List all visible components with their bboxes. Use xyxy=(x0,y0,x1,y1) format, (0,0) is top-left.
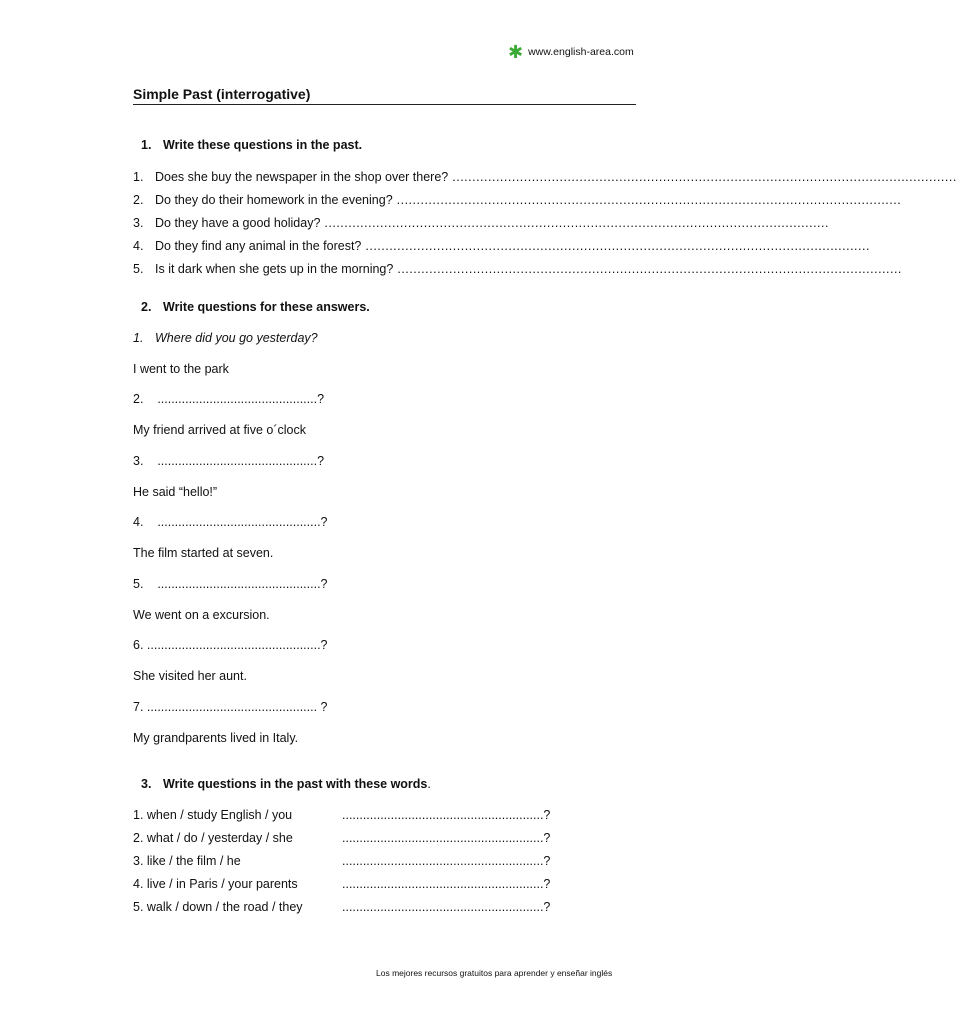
question-blank: 2. ..............................................? xyxy=(133,392,325,406)
asterisk-icon: ✱ xyxy=(508,42,524,62)
section-1-heading: 1. Write these questions in the past. xyxy=(141,138,363,152)
section-3-item: 3. like / the film / he ..........................................................? xyxy=(133,854,551,868)
section-1-item: 5. Is it dark when she gets up in the morning? ............................................................................................................................... xyxy=(133,262,902,276)
footer-tagline: Los mejores recursos gratuitos para aprender y enseñar inglés xyxy=(376,968,613,978)
section-1-item: 4. Do they find any animal in the forest? ............................................................................................................................... xyxy=(133,239,870,253)
section-1-item: 3. Do they have a good holiday? ............................................................................................................................... xyxy=(133,216,829,230)
answer-text: The film started at seven. xyxy=(133,546,274,560)
section-3-item: 1. when / study English / you ..........................................................? xyxy=(133,808,551,822)
site-brand xyxy=(508,43,634,61)
section-3-item: 4. live / in Paris / your parents ..........................................................? xyxy=(133,877,551,891)
question-blank: 7. ................................................. ? xyxy=(133,700,328,714)
answer-text: We went on a excursion. xyxy=(133,608,270,622)
answer-text: My grandparents lived in Italy. xyxy=(133,731,299,745)
site-url[interactable]: www.english-area.com xyxy=(528,46,634,58)
answer-text: He said “hello!” xyxy=(133,485,218,499)
section-1-item: 2. Do they do their homework in the evening? ............................................................................................................................... xyxy=(133,193,902,207)
question-blank: 3. ..............................................? xyxy=(133,454,325,468)
section-3-item: 2. what / do / yesterday / she ..........................................................? xyxy=(133,831,551,845)
question-blank: 5. ...............................................? xyxy=(133,577,328,591)
section-2-heading: 2. Write questions for these answers. xyxy=(141,300,370,314)
example-question: 1. Where did you go yesterday? xyxy=(133,331,318,345)
question-blank: 6. ..................................................? xyxy=(133,638,328,652)
question-blank: 4. ...............................................? xyxy=(133,515,328,529)
section-1-item: 1. Does she buy the newspaper in the shop over there? ............................................................................................................................... xyxy=(133,170,957,184)
answer-text: She visited her aunt. xyxy=(133,669,247,683)
section-3-item: 5. walk / down / the road / they ..........................................................? xyxy=(133,900,551,914)
section-3-heading: 3. Write questions in the past with these words. xyxy=(141,777,431,791)
page-title: Simple Past (interrogative) xyxy=(133,86,636,105)
example-answer: I went to the park xyxy=(133,362,229,376)
answer-text: My friend arrived at five o´clock xyxy=(133,423,306,437)
